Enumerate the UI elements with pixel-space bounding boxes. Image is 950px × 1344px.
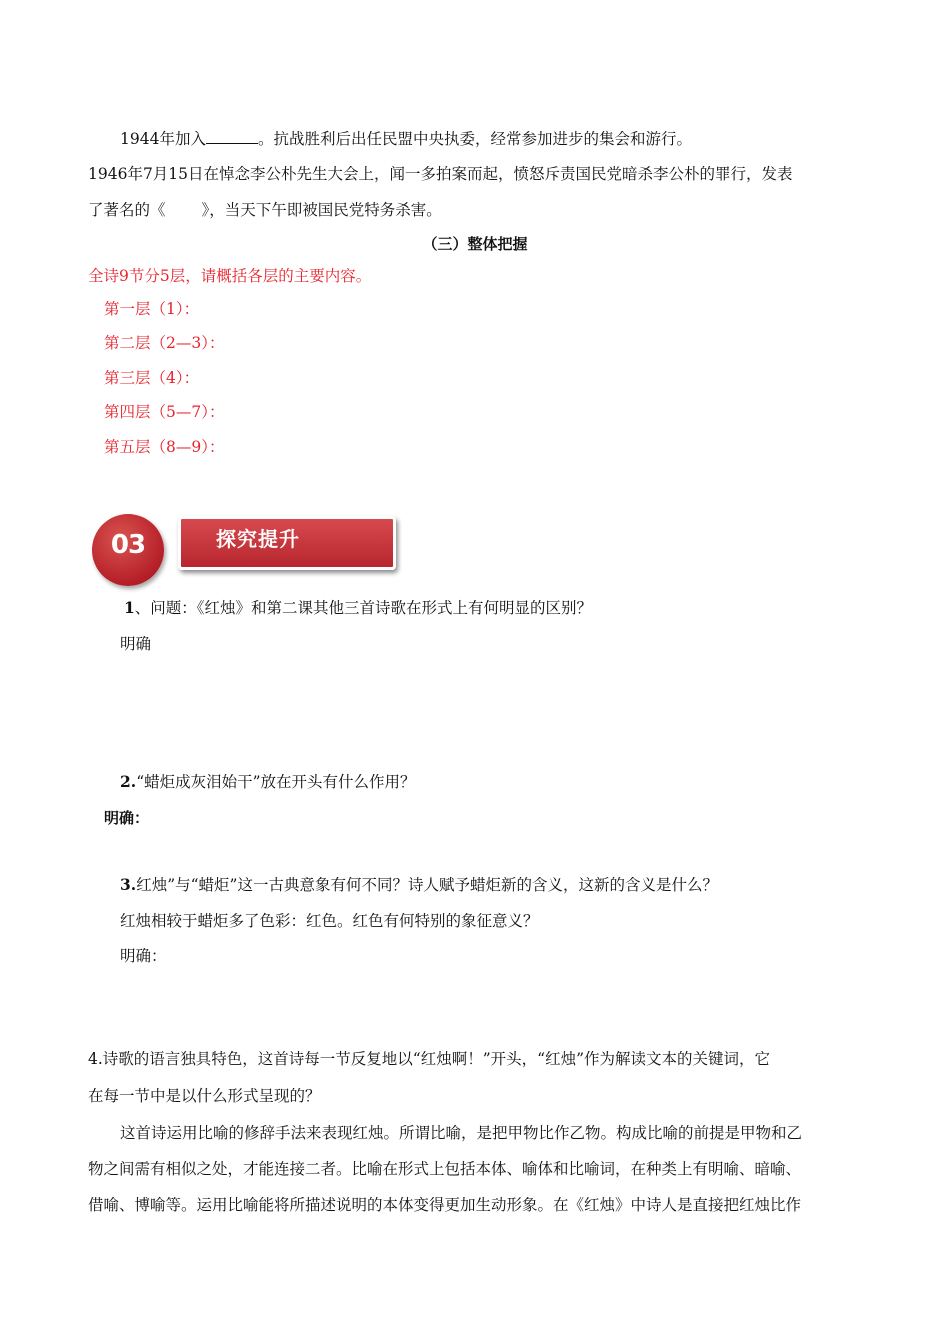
bio-line-1-end: 。抗战胜利后出任民盟中央执委，经常参加进步的集会和游行。: [257, 130, 692, 148]
question-3: [120, 874, 718, 896]
question-1-number: 1: [124, 598, 135, 617]
question-3-number: 3.: [120, 875, 137, 894]
section-intro: 全诗9节分5层，请概括各层的主要内容。: [88, 267, 372, 285]
question-3-sub: 红烛相较于蜡炬多了色彩：红色。红色有何特别的象征意义？: [120, 912, 539, 930]
layer-item: 第二层（2—3）：: [104, 334, 225, 352]
question-2: [120, 771, 416, 793]
layer-item: 第五层（8—9）：: [104, 438, 225, 456]
badge-number: 03: [110, 530, 146, 560]
bio-line-1: [120, 128, 692, 150]
bio-line-2: 1946年7月15日在悼念李公朴先生大会上，闻一多拍案而起，愤怒斥责国民党暗杀李公朴的罪行，发表: [88, 165, 793, 183]
section-badge: [92, 512, 392, 582]
answer-4-para-2: 物之间需有相似之处，才能连接二者。比喻在形式上包括本体、喻体和比喻词，在种类上有明喻、暗喻、: [88, 1160, 802, 1178]
bio-line-3-start: 了著名的《: [88, 201, 166, 219]
question-2-number: 2.: [120, 772, 137, 791]
badge-title: 探究提升: [216, 527, 300, 551]
layer-item: 第一层（1）：: [104, 300, 200, 318]
question-4-line-2: 在每一节中是以什么形式呈现的？: [88, 1087, 321, 1105]
answer-4-para-3: 借喻、博喻等。运用比喻能将所描述说明的本体变得更加生动形象。在《红烛》中诗人是直接把红烛比作: [88, 1196, 802, 1214]
answer-4-para-1: 这首诗运用比喻的修辞手法来表现红烛。所谓比喻，是把甲物比作乙物。构成比喻的前提是甲物和乙: [120, 1124, 803, 1142]
question-2-text: “蜡炬成灰泪始干”放在开头有什么作用？: [136, 773, 416, 791]
bio-line-3-end: 》，当天下午即被国民党特务杀害。: [201, 201, 442, 219]
answer-1-label: 明确: [120, 635, 152, 653]
section-heading: （三）整体把握: [422, 235, 528, 253]
answer-3-label: 明确：: [120, 947, 167, 965]
layer-item: 第三层（4）：: [104, 369, 200, 387]
layer-item: 第四层（5—7）：: [104, 403, 225, 421]
question-1-text: 、问题：《红烛》和第二课其他三首诗歌在形式上有何明显的区别？: [134, 599, 593, 617]
question-4-line-1: 4.诗歌的语言独具特色，这首诗每一节反复地以“红烛啊！”开头，“红烛”作为解读文本的关键词，它: [88, 1050, 770, 1068]
bio-line-3: [88, 199, 442, 221]
question-3-text: 红烛”与“蜡炬”这一古典意象有何不同？诗人赋予蜡炬新的含义，这新的含义是什么？: [136, 876, 718, 894]
answer-2-label: 明确：: [104, 809, 150, 827]
fill-blank[interactable]: [206, 129, 258, 144]
bio-line-1-start: 1944年加入: [120, 130, 206, 148]
question-1: [124, 597, 592, 619]
